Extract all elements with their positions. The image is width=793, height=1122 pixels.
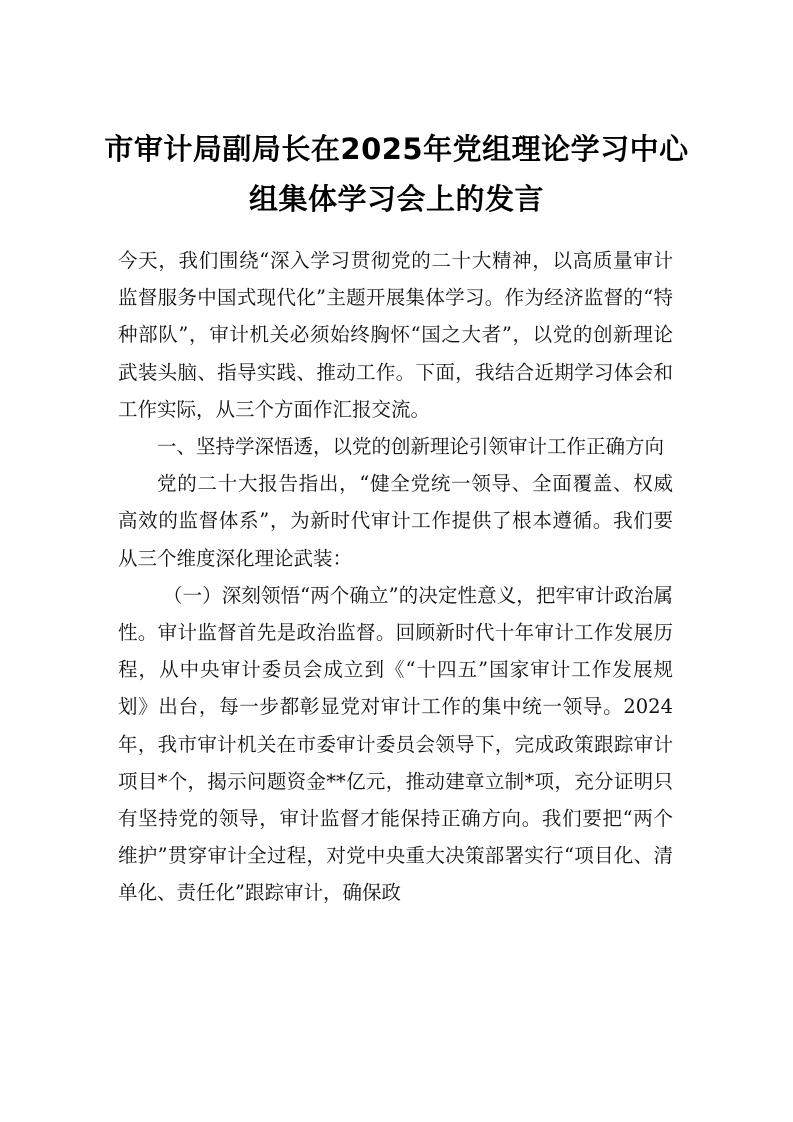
document-title: 市审计局副局长在2025年党组理论学习中心组集体学习会上的发言 <box>104 132 689 216</box>
body-paragraph: 党的二十大报告指出，“健全党统一领导、全面覆盖、权威高效的监督体系”，为新时代审计工作提供了根本遵循。我们要从三个维度深化理论武装： <box>118 472 673 570</box>
document-body <box>118 242 673 912</box>
section-heading: 一、坚持学深悟透，以党的创新理论引领审计工作正确方向 <box>157 435 665 459</box>
intro-paragraph: 今天，我们围绕“深入学习贯彻党的二十大精神，以高质量审计监督服务中国式现代化”主题开展集体学习。作为经济监督的“特种部队”，审计机关必须始终胸怀“国之大者”，以党的创新理论武装头脑、指导实践、推动工作。下面，我结合近期学习体会和工作实际，从三个方面作汇报交流。 <box>118 249 673 421</box>
subsection-paragraph: （一）深刻领悟“两个确立”的决定性意义，把牢审计政治属性。审计监督首先是政治监督。回顾新时代十年审计工作发展历程，从中央审计委员会成立到《“十四五”国家审计工作发展规划》出台，每一步都彰显党对审计工作的集中统一领导。2024年，我市审计机关在市委审计委员会领导下，完成政策跟踪审计项目*个，揭示问题资金**亿元，推动建章立制*项，充分证明只有坚持党的领导，审计监督才能保持正确方向。我们要把“两个维护”贯穿审计全过程，对党中央重大决策部署实行“项目化、清单化、责任化”跟踪审计，确保政 <box>118 583 673 905</box>
